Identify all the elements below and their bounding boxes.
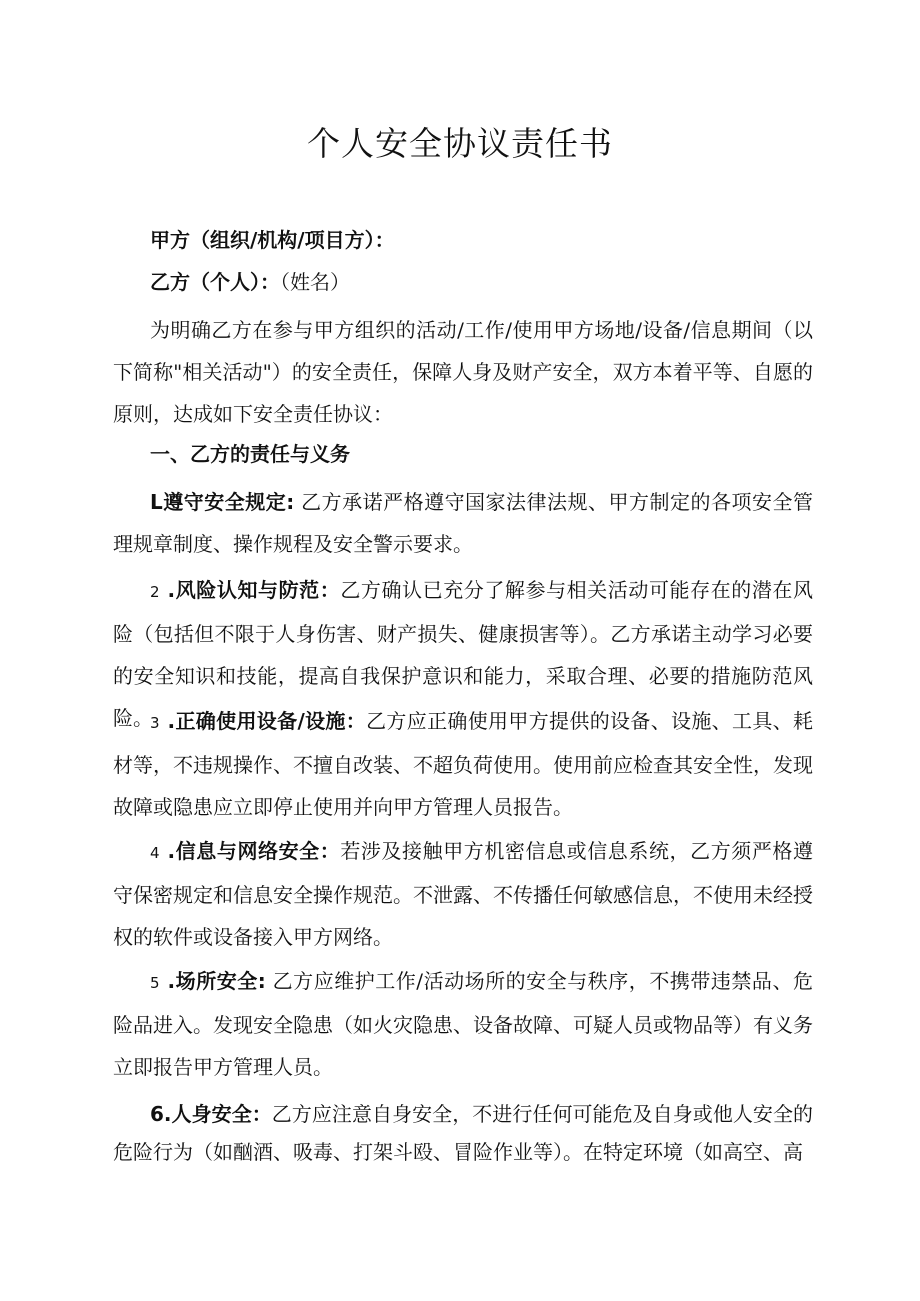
section-heading: 一、乙方的责任与义务 bbox=[150, 442, 350, 466]
clause-lead: .场所安全: bbox=[167, 969, 266, 993]
clause-lead: 遵守安全规定: bbox=[162, 490, 295, 514]
clause-text: 乙方承诺严格遵守国家法律法规、甲方制定的各项安全管理规章制度、操作规程及安全警示要求。 bbox=[113, 490, 814, 556]
clause-text: 乙方应维护工作/活动场所的安全与秩序，不携带违禁品、危险品进入。发现安全隐患（如火灾隐患、设备故障、可疑人员或物品等）有义务立即报告甲方管理人员。 bbox=[113, 969, 813, 1079]
clause-number: 4 bbox=[150, 844, 160, 862]
party-a-line: 甲方（组织/机构/项目方）： bbox=[150, 228, 395, 252]
clause-1 bbox=[113, 481, 813, 565]
clause-number: L bbox=[150, 490, 163, 514]
clause-lead: .信息与网络安全： bbox=[167, 839, 341, 863]
clause-text: 乙方应注意自身安全，不进行任何可能危及自身或他人安全的危险行为（如酗酒、吸毒、打架斗殴、冒险作业等）。在特定环境（如高空、高 bbox=[113, 1102, 814, 1164]
clause-number: 3 bbox=[150, 714, 160, 732]
clause-lead: .正确使用设备/设施： bbox=[167, 709, 367, 733]
clause-text: 乙方应正确使用甲方提供的设备、设施、工具、耗材等，不违规操作、不擅自改装、不超负荷使用。使用前应检查其安全性，发现故障或隐患应立即停止使用并向甲方管理人员报告。 bbox=[113, 709, 813, 819]
clause-text: 乙方确认已充分了解参与相关活动可能存在的潜在风险（包括但不限于人身伤害、财产损失、健康损害等）。乙方承诺主动学习必要的安全知识和技能，提高自我保护意识和能力，采取合理、必要的措施防范风险。 bbox=[113, 578, 813, 730]
party-b-line bbox=[150, 268, 850, 296]
clause-5 bbox=[113, 960, 813, 1088]
clause-number: 5 bbox=[150, 974, 160, 992]
clause-number: 2 bbox=[150, 583, 160, 601]
party-b-name: （姓名） bbox=[280, 270, 350, 294]
clause-lead: 人身安全： bbox=[171, 1102, 272, 1126]
clause-lead: .风险认知与防范： bbox=[167, 578, 341, 602]
document-title: 个人安全协议责任书 bbox=[307, 124, 613, 163]
clause-number: 6. bbox=[150, 1102, 172, 1126]
clause-text: 若涉及接触甲方机密信息或信息系统，乙方须严格遵守保密规定和信息安全操作规范。不泄露、不传播任何敏感信息，不使用未经授权的软件或设备接入甲方网络。 bbox=[113, 839, 813, 949]
intro-paragraph: 为明确乙方在参与甲方组织的活动/工作/使用甲方场地/设备/信息期间（以下简称"相关活动"）的安全责任，保障人身及财产安全，双方本着平等、自愿的原则，达成如下安全责任协议： bbox=[113, 318, 813, 426]
party-b-label: 乙方（个人）： bbox=[150, 270, 280, 294]
clause-4 bbox=[113, 830, 813, 958]
clause-6 bbox=[113, 1095, 813, 1171]
clause-3 bbox=[113, 700, 813, 828]
